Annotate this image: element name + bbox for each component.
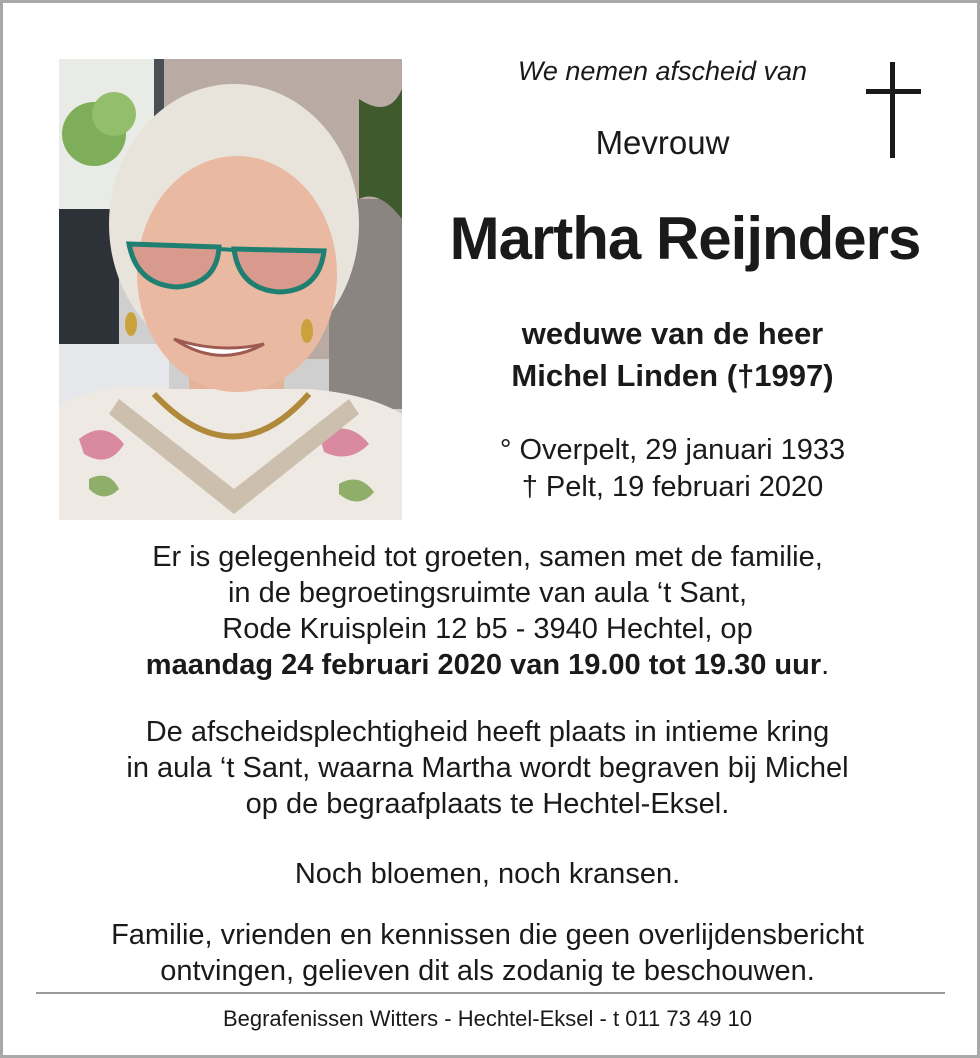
visitation-line-2: in de begroetingsruimte van aula ‘t Sant,: [227, 577, 748, 609]
cross-icon: [864, 62, 924, 163]
deceased-name: Martha Reijnders: [449, 205, 921, 272]
visitation-paragraph: [40, 539, 935, 683]
ceremony-line-2: in aula ‘t Sant, waarna Martha wordt begraven bij Michel: [126, 752, 849, 784]
life-dates: [440, 432, 905, 506]
notice-line-2: ontvingen, gelieven dit als zodanig te beschouwen.: [160, 955, 815, 987]
visitation-period: .: [821, 649, 830, 681]
intro-text: We nemen afscheid van: [517, 56, 808, 86]
portrait-photo: [59, 59, 402, 520]
funeral-home-footer: Begrafenissen Witters - Hechtel-Eksel - t 011 73 49 10: [222, 1006, 753, 1031]
visitation-line-4: [40, 647, 935, 683]
honorific: Mevrouw: [595, 124, 730, 161]
ceremony-line-3: op de begraafplaats te Hechtel-Eksel.: [245, 788, 730, 820]
notice-line-1: Familie, vrienden en kennissen die geen overlijdensbericht: [111, 919, 864, 951]
spouse-line-2: Michel Linden (†1997): [511, 358, 834, 393]
flowers-note: Noch bloemen, noch kransen.: [294, 858, 681, 890]
visitation-datetime: maandag 24 februari 2020 van 19.00 tot 19.30 uur: [145, 649, 822, 681]
spouse-line-1: weduwe van de heer: [521, 316, 824, 351]
visitation-line-1: Er is gelegenheid tot groeten, samen met de familie,: [152, 541, 823, 573]
footer-divider: [36, 992, 945, 994]
notice-paragraph: [40, 917, 935, 989]
ceremony-line-1: De afscheidsplechtigheid heeft plaats in intieme kring: [145, 716, 830, 748]
spouse-info: [440, 313, 905, 397]
visitation-line-3: Rode Kruisplein 12 b5 - 3940 Hechtel, op: [222, 613, 753, 645]
birth-date: ° Overpelt, 29 januari 1933: [499, 434, 846, 466]
death-date: † Pelt, 19 februari 2020: [521, 471, 824, 503]
ceremony-paragraph: [40, 714, 935, 822]
